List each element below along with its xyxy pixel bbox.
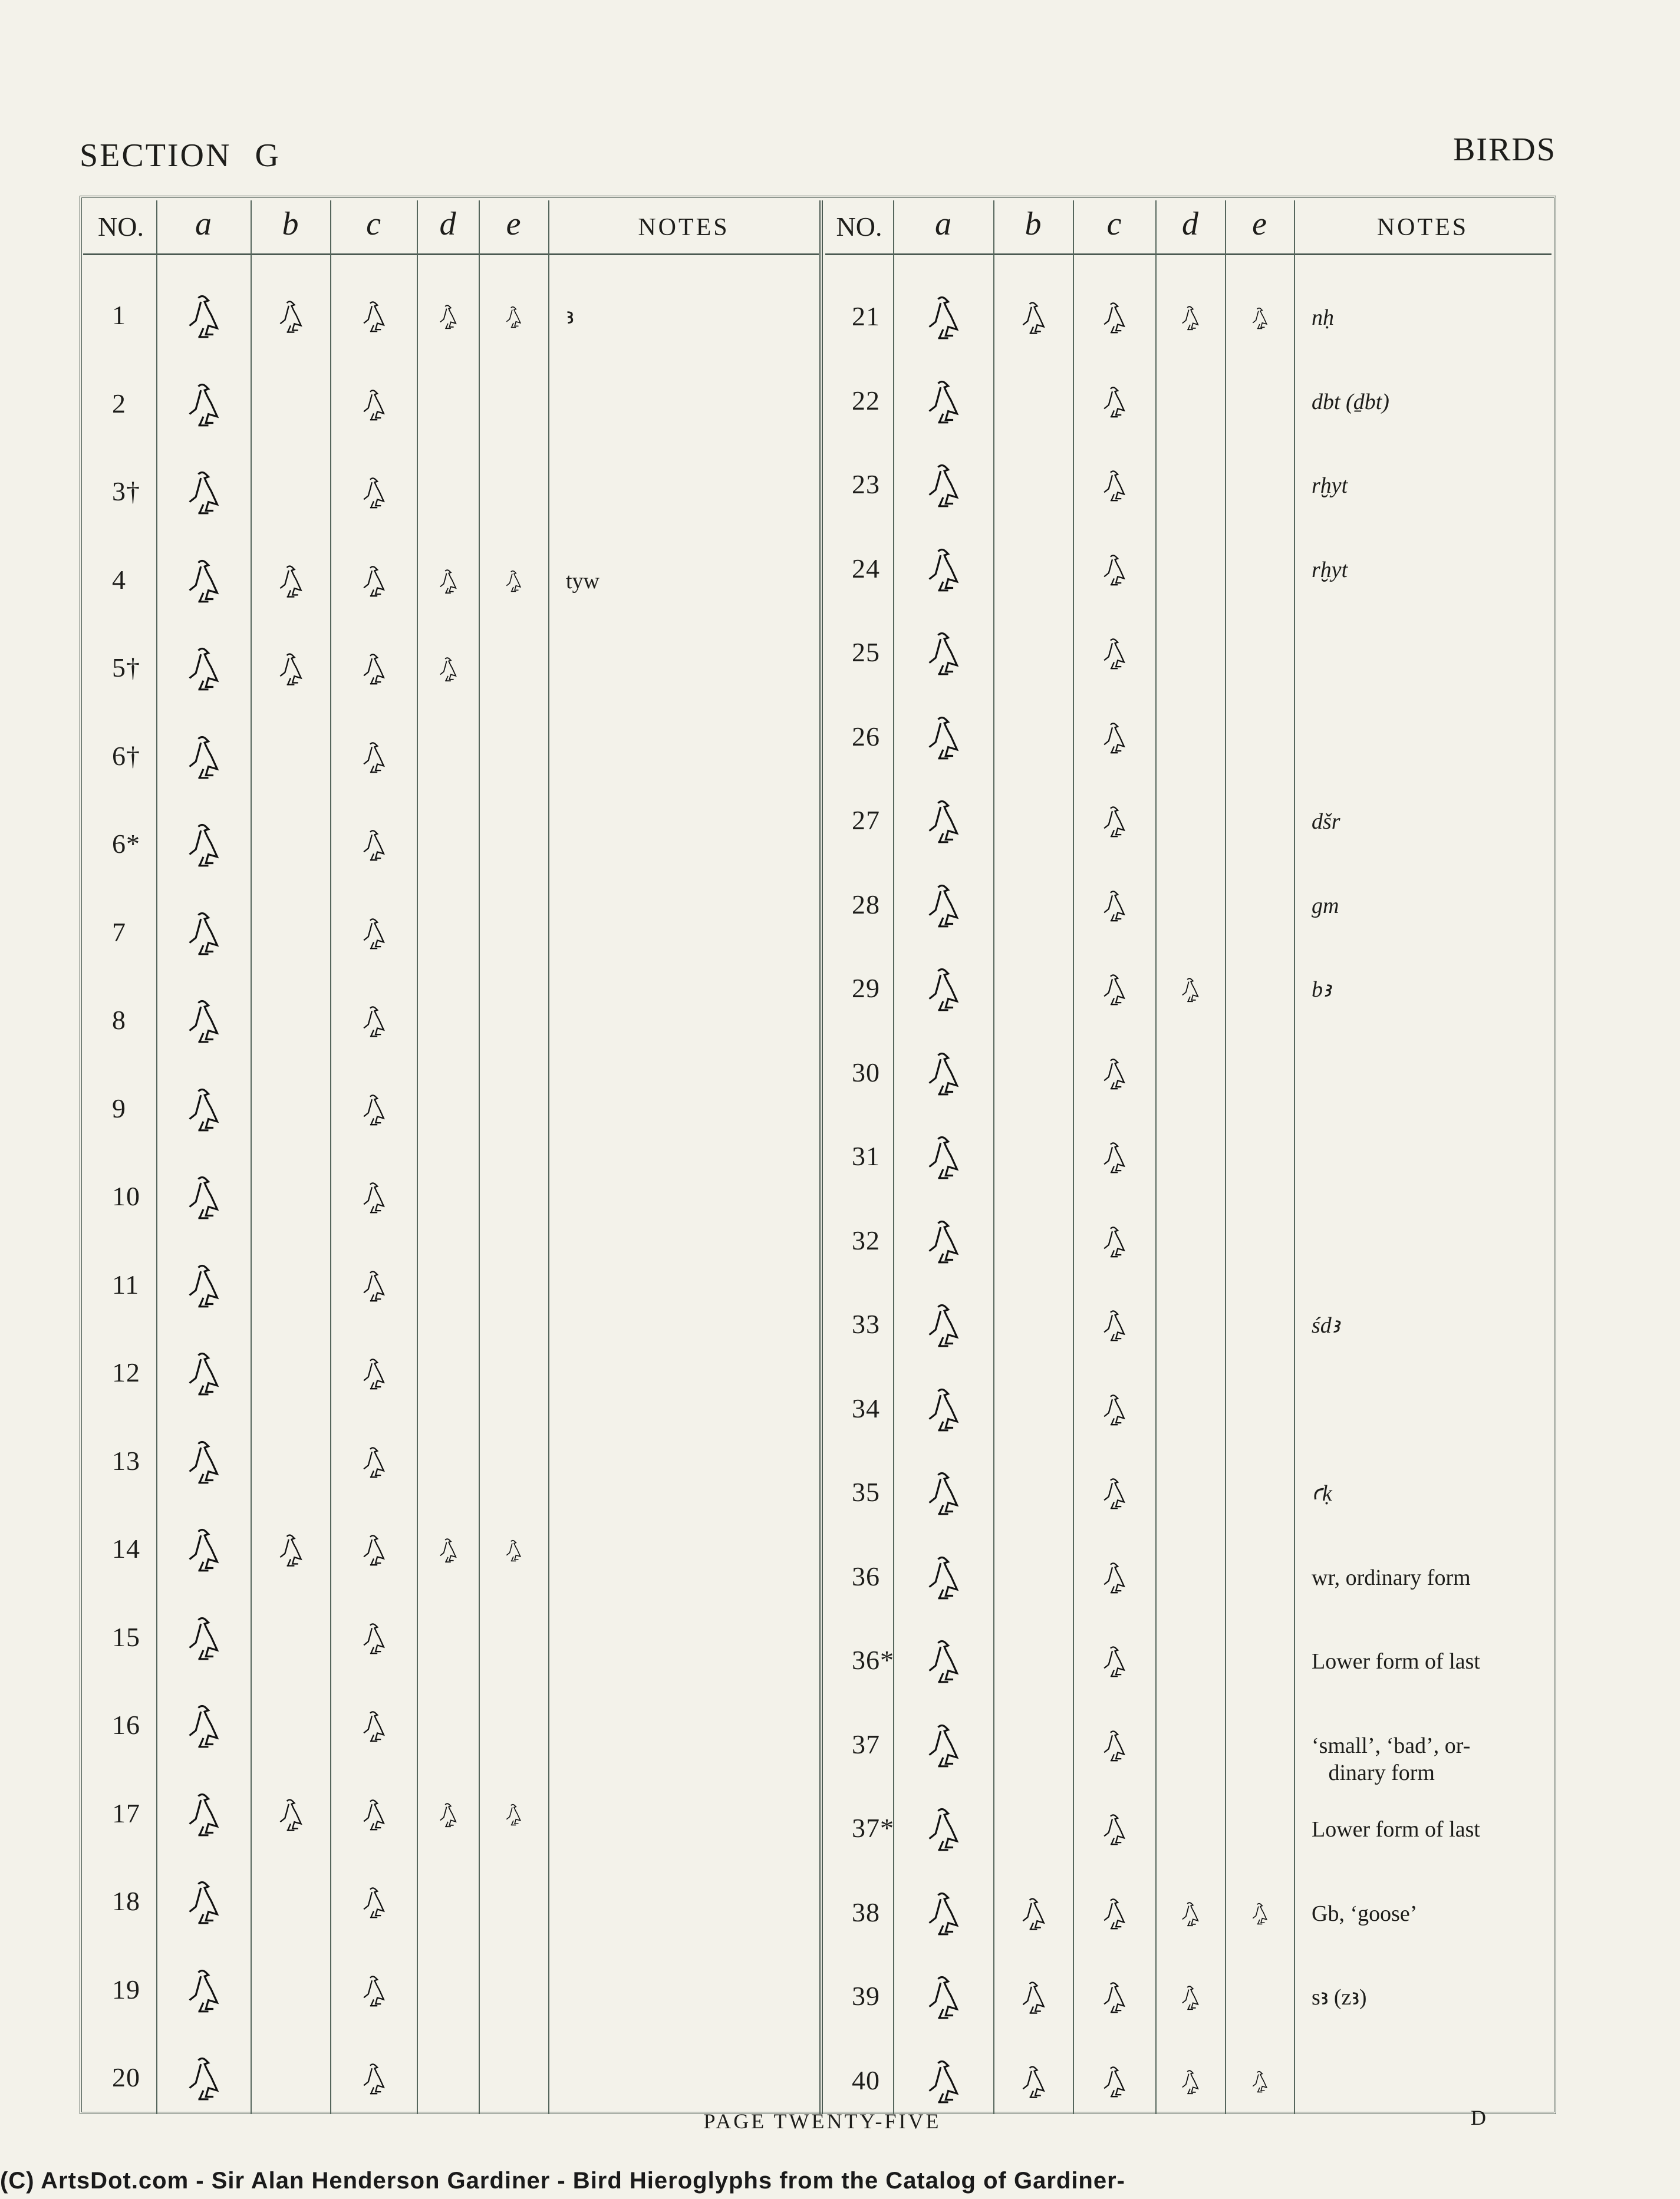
bird-hieroglyph-icon (1101, 1224, 1128, 1260)
bird-hieroglyph-icon (360, 1709, 387, 1745)
column-rule (479, 200, 480, 2114)
bird-hieroglyph-icon (1101, 1308, 1128, 1344)
bird-hieroglyph-icon (276, 1532, 305, 1570)
sign-note: śdꜣ (1312, 1313, 1340, 1338)
bird-hieroglyph-icon (1101, 552, 1128, 588)
bird-hieroglyph-icon (185, 1702, 222, 1752)
sign-note: dšr (1312, 809, 1340, 834)
sign-number: 33 (852, 1309, 880, 1339)
sign-number: 31 (852, 1141, 880, 1171)
bird-hieroglyph-icon (924, 1133, 962, 1183)
column-rule (417, 200, 418, 2114)
bird-hieroglyph-icon (1101, 720, 1128, 756)
column-header-no-right: NO. (836, 212, 882, 242)
sign-number: 11 (112, 1269, 140, 1300)
sign-number: 25 (852, 637, 880, 667)
bird-hieroglyph-icon (1101, 1560, 1128, 1596)
bird-hieroglyph-icon (360, 475, 387, 511)
bird-hieroglyph-icon (185, 1438, 222, 1488)
bird-hieroglyph-icon (924, 1217, 962, 1267)
bird-hieroglyph-icon (185, 1966, 222, 2016)
column-rule (548, 200, 549, 2114)
table-header-rule-right (825, 253, 1551, 255)
bird-hieroglyph-icon (1019, 1979, 1047, 2017)
bird-hieroglyph-icon (924, 1637, 962, 1687)
bird-hieroglyph-icon (185, 644, 222, 694)
column-header-e-right: e (1252, 206, 1267, 242)
table-center-rule (819, 200, 823, 2114)
sign-note: ‘small’, ‘bad’, or- dinary form (1312, 1733, 1471, 1785)
sign-number: 38 (852, 1897, 880, 1927)
bird-hieroglyph-icon (1180, 304, 1201, 332)
bird-hieroglyph-icon (924, 1301, 962, 1351)
column-header-a-left: a (195, 206, 212, 242)
sign-number: 36 (852, 1561, 880, 1591)
sign-number: 34 (852, 1393, 880, 1423)
sign-number: 23 (852, 469, 880, 499)
bird-hieroglyph-icon (1101, 1980, 1128, 2016)
column-header-d-left: d (439, 206, 456, 242)
sign-number: 24 (852, 553, 880, 583)
bird-hieroglyph-icon (360, 1180, 387, 1216)
bird-hieroglyph-icon (924, 1385, 962, 1435)
sign-number: 12 (112, 1357, 140, 1387)
column-rule (156, 200, 157, 2114)
bird-hieroglyph-icon (924, 1805, 962, 1855)
bird-hieroglyph-icon (276, 298, 305, 336)
column-header-b-right: b (1025, 206, 1042, 242)
sign-number: 6* (112, 829, 140, 859)
sign-number: 21 (852, 301, 880, 331)
sign-number: 5† (112, 652, 140, 683)
bird-hieroglyph-icon (1101, 888, 1128, 924)
sign-note: tyw (566, 568, 599, 594)
bird-hieroglyph-icon (185, 2054, 222, 2104)
sign-note: ꜥḳ (1312, 1481, 1332, 1506)
bird-hieroglyph-icon (360, 563, 387, 599)
bird-hieroglyph-icon (437, 655, 459, 684)
sign-note: gm (1312, 893, 1339, 918)
sign-number: 13 (112, 1445, 140, 1476)
sign-note: Gb, ‘goose’ (1312, 1901, 1418, 1926)
bird-hieroglyph-icon (924, 713, 962, 763)
bird-hieroglyph-icon (185, 1349, 222, 1399)
bird-hieroglyph-icon (1101, 384, 1128, 420)
sign-number: 39 (852, 1981, 880, 2011)
bird-hieroglyph-icon (360, 1797, 387, 1833)
sign-note: Lower form of last (1312, 1817, 1480, 1842)
bird-hieroglyph-icon (185, 1790, 222, 1840)
bird-hieroglyph-icon (185, 820, 222, 871)
sign-number: 17 (112, 1798, 140, 1828)
bird-hieroglyph-icon (1101, 468, 1128, 504)
bird-hieroglyph-icon (1101, 1392, 1128, 1428)
column-header-notes-left: NOTES (638, 214, 730, 241)
bird-hieroglyph-icon (437, 568, 459, 596)
column-header-notes-right: NOTES (1376, 214, 1469, 241)
column-header-no-left: NO. (98, 212, 144, 242)
sign-number: 36* (852, 1645, 894, 1675)
column-rule (1155, 200, 1157, 2114)
bird-hieroglyph-icon (1180, 2068, 1201, 2096)
column-header-d-right: d (1182, 206, 1198, 242)
category-title: BIRDS (1453, 131, 1556, 168)
sign-note: Lower form of last (1312, 1649, 1480, 1674)
sign-number: 2 (112, 388, 126, 418)
bird-hieroglyph-icon (185, 292, 222, 342)
bird-hieroglyph-icon (924, 1721, 962, 1771)
sign-number: 9 (112, 1093, 126, 1123)
bird-hieroglyph-icon (1019, 2063, 1047, 2101)
bird-hieroglyph-icon (185, 1525, 222, 1575)
bird-hieroglyph-icon (1101, 1476, 1128, 1512)
bird-hieroglyph-icon (360, 651, 387, 687)
sign-number: 18 (112, 1886, 140, 1916)
bird-hieroglyph-icon (360, 1356, 387, 1392)
bird-hieroglyph-icon (504, 569, 523, 594)
bird-hieroglyph-icon (924, 1469, 962, 1519)
bird-hieroglyph-icon (1101, 300, 1128, 336)
bird-hieroglyph-icon (185, 909, 222, 959)
bird-hieroglyph-icon (360, 827, 387, 863)
bird-hieroglyph-icon (924, 797, 962, 847)
section-label: SECTION (80, 137, 232, 174)
bird-hieroglyph-icon (1101, 1896, 1128, 1932)
column-rule (1073, 200, 1074, 2114)
bird-hieroglyph-icon (360, 916, 387, 952)
column-rule (1294, 200, 1295, 2114)
bird-hieroglyph-icon (360, 740, 387, 776)
bird-hieroglyph-icon (1250, 1901, 1269, 1927)
sign-note: nḥ (1312, 305, 1334, 330)
bird-hieroglyph-icon (924, 1049, 962, 1099)
bird-hieroglyph-icon (924, 293, 962, 343)
bird-hieroglyph-icon (1019, 1895, 1047, 1933)
bird-hieroglyph-icon (1250, 306, 1269, 331)
bird-hieroglyph-icon (1101, 1644, 1128, 1680)
sign-note: bꜣ (1312, 977, 1331, 1002)
bird-hieroglyph-icon (185, 1614, 222, 1664)
sign-number: 40 (852, 2065, 880, 2095)
sign-number: 6† (112, 740, 140, 771)
sign-note: sꜣ (zꜣ) (1312, 1985, 1367, 2010)
section-letter: G (255, 137, 281, 174)
sign-number: 20 (112, 2062, 140, 2092)
bird-hieroglyph-icon (360, 1885, 387, 1921)
sign-number: 15 (112, 1621, 140, 1652)
sign-number: 27 (852, 805, 880, 835)
bird-hieroglyph-icon (360, 1092, 387, 1128)
bird-hieroglyph-icon (185, 997, 222, 1047)
bird-hieroglyph-icon (437, 303, 459, 331)
sign-number: 19 (112, 1974, 140, 2005)
signature-mark: D (1471, 2106, 1486, 2129)
column-header-c-right: c (1106, 206, 1122, 242)
bird-hieroglyph-icon (1180, 976, 1201, 1004)
bird-hieroglyph-icon (185, 1878, 222, 1928)
bird-hieroglyph-icon (924, 545, 962, 595)
bird-hieroglyph-icon (185, 468, 222, 518)
bird-hieroglyph-icon (185, 1085, 222, 1135)
sign-note: rḫyt (1312, 473, 1348, 498)
bird-hieroglyph-icon (1180, 1984, 1201, 2012)
bird-hieroglyph-icon (504, 1538, 523, 1564)
bird-hieroglyph-icon (924, 377, 962, 427)
column-rule (330, 200, 331, 2114)
sign-note: rḫyt (1312, 557, 1348, 582)
bird-hieroglyph-icon (185, 1261, 222, 1311)
page-footer: PAGE TWENTY-FIVE (703, 2109, 941, 2133)
sign-number: 7 (112, 916, 126, 947)
bird-hieroglyph-icon (185, 733, 222, 783)
column-header-a-right: a (935, 206, 951, 242)
bird-hieroglyph-icon (360, 387, 387, 423)
sign-note: dbt (ḏbt) (1312, 389, 1389, 414)
sign-number: 26 (852, 721, 880, 751)
bird-hieroglyph-icon (1019, 299, 1047, 337)
bird-hieroglyph-icon (437, 1537, 459, 1565)
column-header-c-left: c (366, 206, 381, 242)
sign-number: 16 (112, 1710, 140, 1740)
sign-number: 8 (112, 1005, 126, 1035)
sign-number: 37* (852, 1813, 894, 1843)
bird-hieroglyph-icon (185, 1173, 222, 1223)
bird-hieroglyph-icon (360, 2061, 387, 2097)
bird-hieroglyph-icon (360, 1268, 387, 1304)
bird-hieroglyph-icon (360, 1532, 387, 1568)
column-rule (993, 200, 994, 2114)
bird-hieroglyph-icon (1180, 1900, 1201, 1928)
bird-hieroglyph-icon (360, 1445, 387, 1481)
bird-hieroglyph-icon (360, 1004, 387, 1040)
bird-hieroglyph-icon (1101, 636, 1128, 672)
bird-hieroglyph-icon (924, 1973, 962, 2023)
sign-number: 35 (852, 1477, 880, 1507)
sign-number: 37 (852, 1729, 880, 1759)
bird-hieroglyph-icon (504, 1802, 523, 1828)
bird-hieroglyph-icon (1101, 804, 1128, 840)
bird-hieroglyph-icon (276, 1796, 305, 1834)
bird-hieroglyph-icon (360, 1973, 387, 2009)
bird-hieroglyph-icon (924, 965, 962, 1015)
bird-hieroglyph-icon (276, 651, 305, 688)
table-header-rule-left (83, 253, 819, 255)
bird-hieroglyph-icon (360, 1621, 387, 1657)
bird-hieroglyph-icon (504, 305, 523, 330)
bird-hieroglyph-icon (1101, 1140, 1128, 1176)
bird-hieroglyph-icon (924, 2057, 962, 2107)
sign-number: 28 (852, 889, 880, 919)
column-header-b-left: b (282, 206, 299, 242)
sign-number: 3† (112, 476, 140, 506)
bird-hieroglyph-icon (185, 380, 222, 430)
bird-hieroglyph-icon (924, 1889, 962, 1939)
bird-hieroglyph-icon (1101, 1056, 1128, 1092)
bird-hieroglyph-icon (1101, 972, 1128, 1008)
bird-hieroglyph-icon (185, 556, 222, 606)
sign-number: 32 (852, 1225, 880, 1255)
bird-hieroglyph-icon (276, 563, 305, 601)
bird-hieroglyph-icon (1250, 2069, 1269, 2095)
sign-number: 14 (112, 1534, 140, 1564)
sign-number: 29 (852, 973, 880, 1003)
bird-hieroglyph-icon (924, 629, 962, 679)
bird-hieroglyph-icon (924, 1553, 962, 1603)
sign-number: 30 (852, 1057, 880, 1087)
column-rule (1225, 200, 1226, 2114)
bird-hieroglyph-icon (924, 881, 962, 931)
sign-number: 22 (852, 385, 880, 416)
column-header-e-left: e (506, 206, 521, 242)
bird-hieroglyph-icon (360, 299, 387, 335)
sign-number: 1 (112, 300, 126, 330)
sign-note: ꜣ (566, 304, 574, 329)
bird-hieroglyph-icon (1101, 2064, 1128, 2100)
section-title (80, 137, 281, 174)
image-credit: (C) ArtsDot.com - Sir Alan Henderson Gardiner - Bird Hieroglyphs from the Catalog of Gardiner- (0, 2168, 1125, 2194)
sign-number: 10 (112, 1181, 140, 1211)
bird-hieroglyph-icon (924, 461, 962, 511)
column-rule (251, 200, 252, 2114)
sign-note: wr, ordinary form (1312, 1565, 1471, 1590)
bird-hieroglyph-icon (1101, 1728, 1128, 1764)
sign-number: 4 (112, 564, 126, 595)
bird-hieroglyph-icon (437, 1801, 459, 1829)
bird-hieroglyph-icon (1101, 1812, 1128, 1848)
